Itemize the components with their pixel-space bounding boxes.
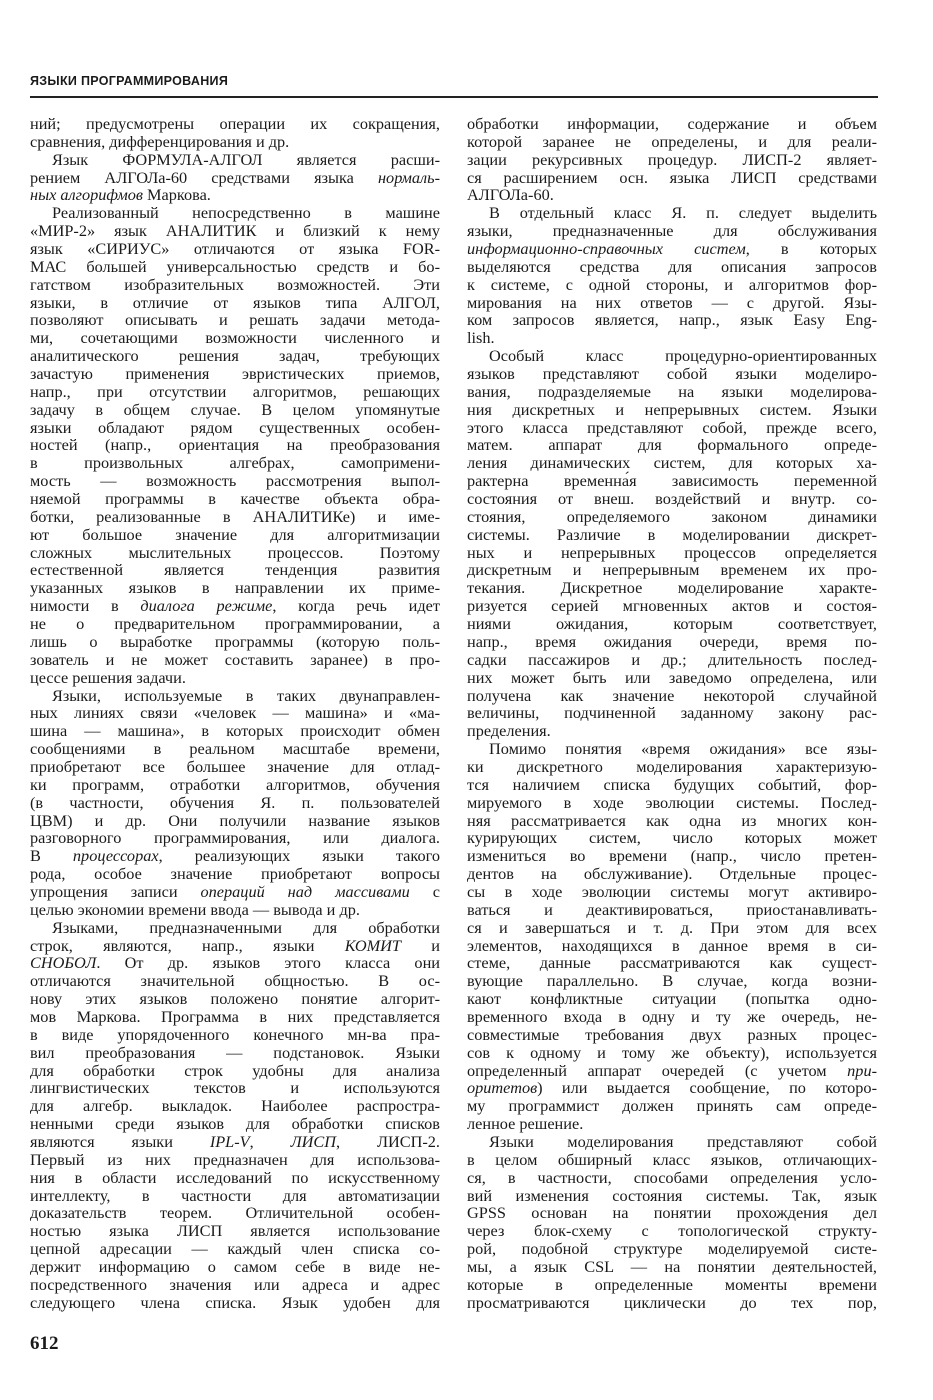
text-line: упрощения записи операций над массивами с [30, 881, 440, 901]
text-line: в виде упорядоченного конечного мн-ва пра- [30, 1024, 440, 1044]
text-line: мость — возможность рассмотрения выпол- [30, 471, 440, 491]
italic-term: IPL-V [209, 1131, 250, 1151]
italic-term: ЛИСП [290, 1131, 336, 1151]
text-line: приобретают все большее значение для отлад- [30, 756, 440, 776]
text-line: которой заранее не определены, и для реали- [467, 131, 877, 151]
text-line: кают конфликтные ситуации (попытка одно- [467, 989, 877, 1009]
text-line: lish. [467, 328, 495, 348]
italic-term: ных алгорифмов [30, 185, 143, 205]
text-line: шина — машина», в которых происходит обмен [30, 721, 440, 741]
text-line: в произвольных алгебрах, самопримени- [30, 453, 440, 473]
text-line: держит информацию о самом себе в виде не- [30, 1257, 440, 1276]
text-line: ботки, реализованные в АНАЛИТИКе) и име- [30, 506, 440, 526]
text-line: являются языки IPL-V, ЛИСП, ЛИСП-2. [30, 1131, 440, 1151]
text-line: отличаются значительной общностью. В ос- [30, 971, 440, 991]
text-line: ненными среди языков для обработки списков [30, 1114, 440, 1134]
text-line: ки дискретного моделирования характеризую- [467, 756, 877, 776]
text-line: лингвистических текстов и используются [30, 1078, 440, 1098]
text-line: рением АЛГОЛа-60 средствами языка нормаль- [30, 167, 440, 187]
text-line: мов Маркова. Программа в них представляется [30, 1006, 440, 1026]
text-line: аналитического решения задач, требующих [30, 346, 440, 366]
text-line: для алгебр. выкладок. Наиболее распростра- [30, 1096, 440, 1116]
text-line: Языками, предназначенными для обработки [52, 917, 440, 937]
text-line: состояния от внеш. воздействий и внутр. со- [467, 489, 877, 509]
paragraph [30, 115, 440, 151]
text-line: следующего члена списка. Язык удобен для [30, 1292, 440, 1312]
text-line: них может быть или заведомо определена, или [467, 667, 877, 687]
text-line: доказательств теорем. Отличительной особен- [30, 1203, 440, 1223]
text-line: ностью языка ЛИСП является использование [30, 1221, 440, 1241]
italic-term: нормаль- [377, 167, 440, 187]
text-line: ниями ожидания, которым соответствует, [467, 614, 877, 634]
text-line: ваться и деактивироваться, приостанавливать- [467, 899, 877, 919]
italic-term: диалога режиме [140, 596, 273, 616]
text-line: строк, являются, напр., языки КОМИТ и [30, 935, 440, 955]
text-line: сы в ходе эволюции системы могут активиро- [467, 881, 877, 901]
text-line: лишь о выработке программы (которую поль- [30, 631, 440, 651]
text-line: мирования на них ответов — с другой. Язы- [467, 292, 877, 312]
text-line: выделяются средства для описания запросов [467, 256, 877, 276]
text-line: языки обладают рядом существенных особен- [30, 417, 440, 437]
text-line: сравнения, дифференцирования и др. [30, 131, 290, 151]
text-line: АЛГОЛа-60. [467, 185, 554, 205]
text-line: Язык ФОРМУЛА-АЛГОЛ является расши- [52, 149, 440, 169]
text-line: интеллекту, в частности для автоматизации [30, 1185, 440, 1205]
text-line: ления динамических систем, для которых ха- [467, 453, 877, 473]
text-line: естественной является тенденция развития [30, 560, 440, 580]
text-line: текания. Дискретное моделирование характе- [467, 578, 877, 598]
text-line: рода, особое значение приобретают вопросы [30, 864, 440, 884]
text-line: этого класса представляют собой, прежде всего, [467, 417, 877, 437]
text-line: задачу в общем случае. В целом упомянутые [30, 399, 440, 419]
text-line: языки, предназначенные для обслуживания [467, 221, 877, 241]
text-line: мируемого в ходе эволюции системы. Послед- [467, 792, 877, 812]
text-line: позволяют описывать и решать задачи метода- [30, 310, 440, 330]
text-line: ми, сочетающими возможности численного и [30, 328, 440, 348]
text-line: ных алгорифмов Маркова. [30, 185, 211, 205]
text-line: ся и завершаться и т. д. При этом для всех [467, 917, 877, 937]
text-line: рактерна временна́я зависимость переменной [467, 471, 877, 491]
text-line: ния в области исследований по искусственному [30, 1167, 440, 1187]
paragraph [467, 204, 877, 347]
text-line: зователь и не может составить заранее) в про- [30, 649, 440, 669]
text-line: измениться во времени (напр., число претен- [467, 846, 877, 866]
text-line: которые в определенные моменты времени [467, 1274, 877, 1294]
paragraph [467, 1133, 877, 1312]
text-line: му программист должен принять сам опреде- [467, 1096, 877, 1116]
italic-term: операций над массивами [200, 881, 410, 901]
text-column-right [467, 115, 877, 1312]
text-line: «МИР-2» язык АНАЛИТИК и близкий к нему [30, 221, 440, 241]
text-line: Особый класс процедурно-ориентированных [489, 346, 877, 366]
italic-term: процессорах [72, 846, 159, 866]
paragraph [467, 740, 877, 1133]
text-line: информационно-справочных систем, в которых [467, 239, 878, 259]
text-line: ных линиях связи «человек — машина» и «ма- [30, 703, 440, 723]
text-line: оритетов) или выдается сообщение, по которо- [467, 1078, 877, 1098]
text-line: вания, подразделяемые на языки моделирова- [467, 381, 877, 401]
text-line: GPSS основан на понятии прохождения дел [467, 1203, 877, 1223]
text-line: вил преобразования — подстановок. Языки [30, 1042, 440, 1062]
text-line: обработки информации, содержание и объем [467, 114, 877, 133]
italic-term: СНОБОЛ [30, 953, 97, 973]
text-line: няемой программы в качестве объекта обра- [30, 489, 440, 509]
text-line: рой, подобной структуре моделируемой систе- [467, 1239, 877, 1259]
text-line: ком запросов является, напр., язык Easy Eng- [467, 310, 877, 330]
text-column-left [30, 115, 440, 1312]
text-line: указанных языков в направлении их приме- [30, 578, 440, 598]
header-rule [30, 96, 878, 98]
text-line: ния дискретных и непрерывных систем. Языки [467, 399, 877, 419]
text-line: ся расширением осн. языка ЛИСП средствами [467, 167, 877, 187]
text-line: сложных мыслительных процессов. Поэтому [30, 542, 440, 562]
text-line: напр., при отсутствии алгоритмов, решающих [30, 381, 440, 401]
text-line: сообщениями в реальном масштабе времени, [30, 739, 440, 759]
text-line: разговорного программирования, или диалога. [30, 828, 440, 848]
text-line: временного входа в одну и ту же очередь, не- [467, 1006, 877, 1026]
text-line: к системе, с одной стороны, и алгоритмов фор- [467, 274, 877, 294]
text-line: цепной адресации — каждый член списка со- [30, 1239, 440, 1259]
text-line: Языки моделирования представляют собой [489, 1131, 877, 1151]
text-line: Языки, используемые в таких двунаправлен- [52, 685, 440, 705]
running-header: ЯЗЫКИ ПРОГРАММИРОВАНИЯ [30, 74, 229, 88]
text-line: садки пассажиров и др.; длительность послед- [467, 649, 877, 669]
text-line: стеме, данные рассматриваются как сущест- [467, 953, 877, 973]
text-line: дискретным и непрерывным временем их про- [467, 560, 877, 580]
text-line: вующие параллельно. В случае, когда возни- [467, 971, 877, 991]
text-line: дентов на обслуживание). Отдельные процес- [467, 864, 877, 884]
text-line: через блок-схему с топологической структу- [467, 1221, 877, 1241]
text-line: совместимые требования двух разных процес- [467, 1024, 877, 1044]
text-line: не о предварительном программировании, а [30, 614, 440, 634]
italic-term: информационно-справочных систем [467, 239, 746, 259]
text-line: посредственного значения или адреса и адрес [30, 1274, 440, 1294]
text-line: ленное решение. [467, 1114, 584, 1134]
paragraph [30, 919, 440, 1312]
text-line: сов к одному и тому же объекту), используется [467, 1042, 877, 1062]
text-line: матем. аппарат для формального опреде- [467, 435, 877, 455]
text-line: ки программ, отработки алгоритмов, обучения [30, 774, 440, 794]
text-line: язык «СИРИУС» отличаются от языка FOR- [30, 239, 440, 259]
paragraph [467, 347, 877, 740]
text-line: няя рассматривается как одна из многих кон- [467, 810, 877, 830]
text-line: языков представляют собой языки моделиро- [467, 364, 877, 384]
paragraph [30, 687, 440, 919]
text-line: (в частности, обучения Я. п. пользователей [30, 792, 440, 812]
text-line: стояния, определяемого законом динамики [467, 506, 877, 526]
text-line: вий изменения состояния системы. Так, язык [467, 1185, 877, 1205]
text-line: языки, в отличие от языков типа АЛГОЛ, [30, 292, 440, 312]
text-line: определенный аппарат очередей (с учетом при- [467, 1060, 877, 1080]
text-line: мы, а язык CSL — на понятии деятельностей, [467, 1257, 877, 1276]
paragraph [30, 151, 440, 205]
text-line: ЦВМ) и др. Они получили название языков [30, 810, 440, 830]
italic-term: оритетов [467, 1078, 538, 1098]
text-line: цессе решения задачи. [30, 667, 186, 687]
text-line: В процессорах, реализующих языки такого [30, 846, 440, 866]
text-line: целью экономии времени ввода — вывода и др. [30, 899, 360, 919]
text-line: гатством изобразительных возможностей. Эти [30, 274, 440, 294]
italic-term: КОМИТ [344, 935, 401, 955]
text-line: МАС большей универсальностью средств и бо- [30, 256, 440, 276]
text-line: В отдельный класс Я. п. следует выделить [489, 203, 877, 223]
text-line: зации рекурсивных процедур. ЛИСП-2 являет- [467, 149, 877, 169]
paragraph [467, 115, 877, 204]
text-line: Первый из них предназначен для использова- [30, 1149, 440, 1169]
text-line: для обработки строк удобны для анализа [30, 1060, 440, 1080]
text-line: ризуется серией мгновенных актов и состоя- [467, 596, 877, 616]
text-line: ний; предусмотрены операции их сокращения, [30, 114, 440, 133]
text-line: ся, в частности, способами определения усло- [467, 1167, 877, 1187]
text-line: зачастую применения эвристических приемов, [30, 364, 440, 384]
italic-term: при- [847, 1060, 877, 1080]
text-line: нимости в диалога режиме, когда речь идет [30, 596, 440, 616]
text-line: напр., время ожидания очереди, время по- [467, 631, 877, 651]
text-line: нову этих языков положено понятие алгорит- [30, 989, 440, 1009]
paragraph [30, 204, 440, 686]
text-line: курирующих систем, число которых может [467, 828, 877, 848]
text-line: в целом обширный класс языков, отличающих- [467, 1149, 877, 1169]
text-line: ют большое значение для алгоритмизации [30, 524, 440, 544]
text-line: системы. Различие в моделировании дискрет- [467, 524, 877, 544]
text-line: пределения. [467, 721, 551, 741]
text-line: Реализованный непосредственно в машине [52, 203, 440, 223]
text-line: ных и непрерывных процессов определяется [467, 542, 877, 562]
text-line: элементов, находящихся в данное время в си- [467, 935, 877, 955]
text-line: ностей (напр., ориентация на преобразования [30, 435, 440, 455]
text-line: величины, подчиненной заданному закону рас- [467, 703, 877, 723]
page-number: 612 [30, 1333, 59, 1354]
text-line: получена как значение некоторой случайной [467, 685, 877, 705]
text-line: СНОБОЛ. От др. языков этого класса они [30, 953, 440, 973]
text-line: просматриваются циклически до тех пор, [467, 1292, 877, 1312]
text-line: Помимо понятия «время ожидания» все язы- [489, 739, 877, 759]
text-line: тся наличием списка будущих событий, фор- [467, 774, 877, 794]
